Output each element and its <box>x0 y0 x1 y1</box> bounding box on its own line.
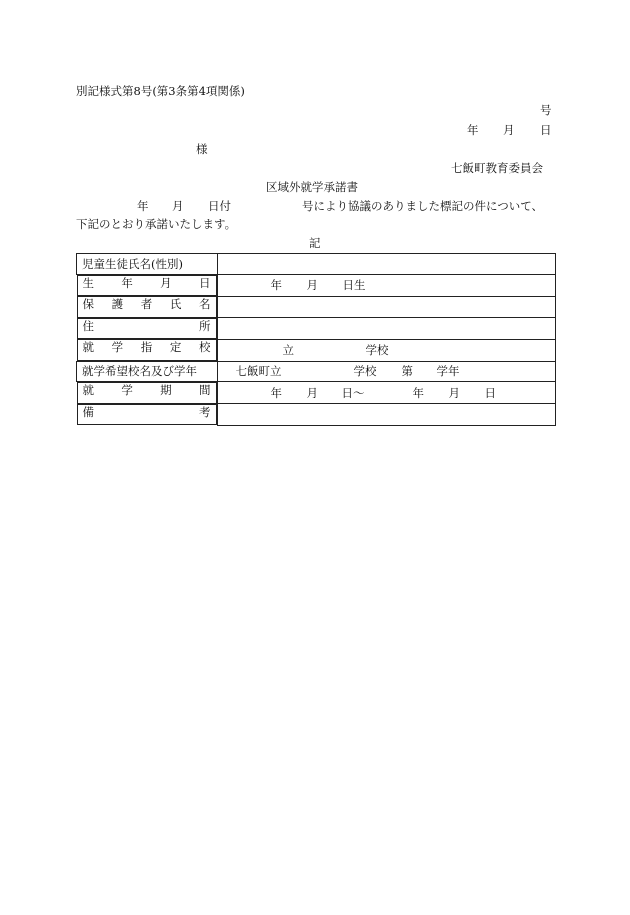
table-row-remarks <box>77 404 556 426</box>
issuer-name: 七飯町教育委員会 <box>451 161 543 175</box>
period-start-year: 年 <box>270 385 282 400</box>
table-row-birthdate <box>77 274 556 296</box>
desired-school-town: 七飯町立 <box>235 364 282 379</box>
form-number-label: 別記様式第8号(第3条第4項関係) <box>76 84 245 98</box>
birthdate-year: 年 <box>270 278 282 292</box>
table-row-student-name <box>77 254 556 275</box>
birthdate-day: 日生 <box>342 278 366 292</box>
issue-date-day: 日 <box>540 123 552 137</box>
table-row-designated-school <box>77 339 556 361</box>
intro-date-suffix: 日付 <box>208 199 231 213</box>
field-guardian-name[interactable] <box>217 296 556 318</box>
intro-text-line1: 号により協議のありました標記の件について、 <box>302 199 544 213</box>
issue-date-month: 月 <box>503 123 515 137</box>
label-desired-school: 就学希望校名及び学年 <box>77 361 218 382</box>
desired-grade-suffix: 学年 <box>436 364 460 379</box>
table-row-desired-school <box>77 361 556 382</box>
desired-grade-prefix: 第 <box>401 364 413 379</box>
label-remarks: 備 考 <box>77 404 217 426</box>
period-start-day: 日～ <box>341 385 365 400</box>
form-table <box>76 253 556 426</box>
label-period: 就 学 期 間 <box>77 382 217 404</box>
intro-text-line2: 下記のとおり承諾いたします。 <box>76 217 237 231</box>
field-period[interactable] <box>217 382 556 404</box>
intro-month: 月 <box>172 199 184 213</box>
field-desired-school[interactable] <box>217 361 556 382</box>
field-remarks[interactable] <box>217 404 556 426</box>
designated-school-suffix: 学校 <box>365 343 389 357</box>
desired-school-suffix: 学校 <box>353 364 377 379</box>
label-birthdate: 生 年 月 日 <box>77 275 217 297</box>
field-designated-school[interactable] <box>217 339 556 361</box>
designated-school-type: 立 <box>282 343 294 357</box>
document-title: 区域外就学承諾書 <box>266 180 358 194</box>
label-designated-school: 就 学 指 定 校 <box>77 339 217 361</box>
period-end-day: 日 <box>484 385 496 400</box>
intro-year: 年 <box>137 199 149 213</box>
table-row-address <box>77 318 556 340</box>
table-row-period <box>77 382 556 404</box>
field-address[interactable] <box>217 318 556 340</box>
period-start-month: 月 <box>306 385 318 400</box>
birthdate-month: 月 <box>306 278 318 292</box>
period-end-year: 年 <box>412 385 424 400</box>
label-student-name: 児童生徒氏名(性別) <box>77 254 218 275</box>
field-birthdate[interactable] <box>217 274 556 296</box>
document-number-label: 号 <box>540 103 552 117</box>
ki-label: 記 <box>309 236 321 250</box>
addressee-suffix: 様 <box>196 142 208 156</box>
label-address: 住 所 <box>77 318 217 340</box>
field-student-name[interactable] <box>217 254 556 275</box>
issue-date-year: 年 <box>467 123 479 137</box>
label-guardian-name: 保 護 者 氏 名 <box>77 296 217 318</box>
period-end-month: 月 <box>448 385 460 400</box>
table-row-guardian-name <box>77 296 556 318</box>
